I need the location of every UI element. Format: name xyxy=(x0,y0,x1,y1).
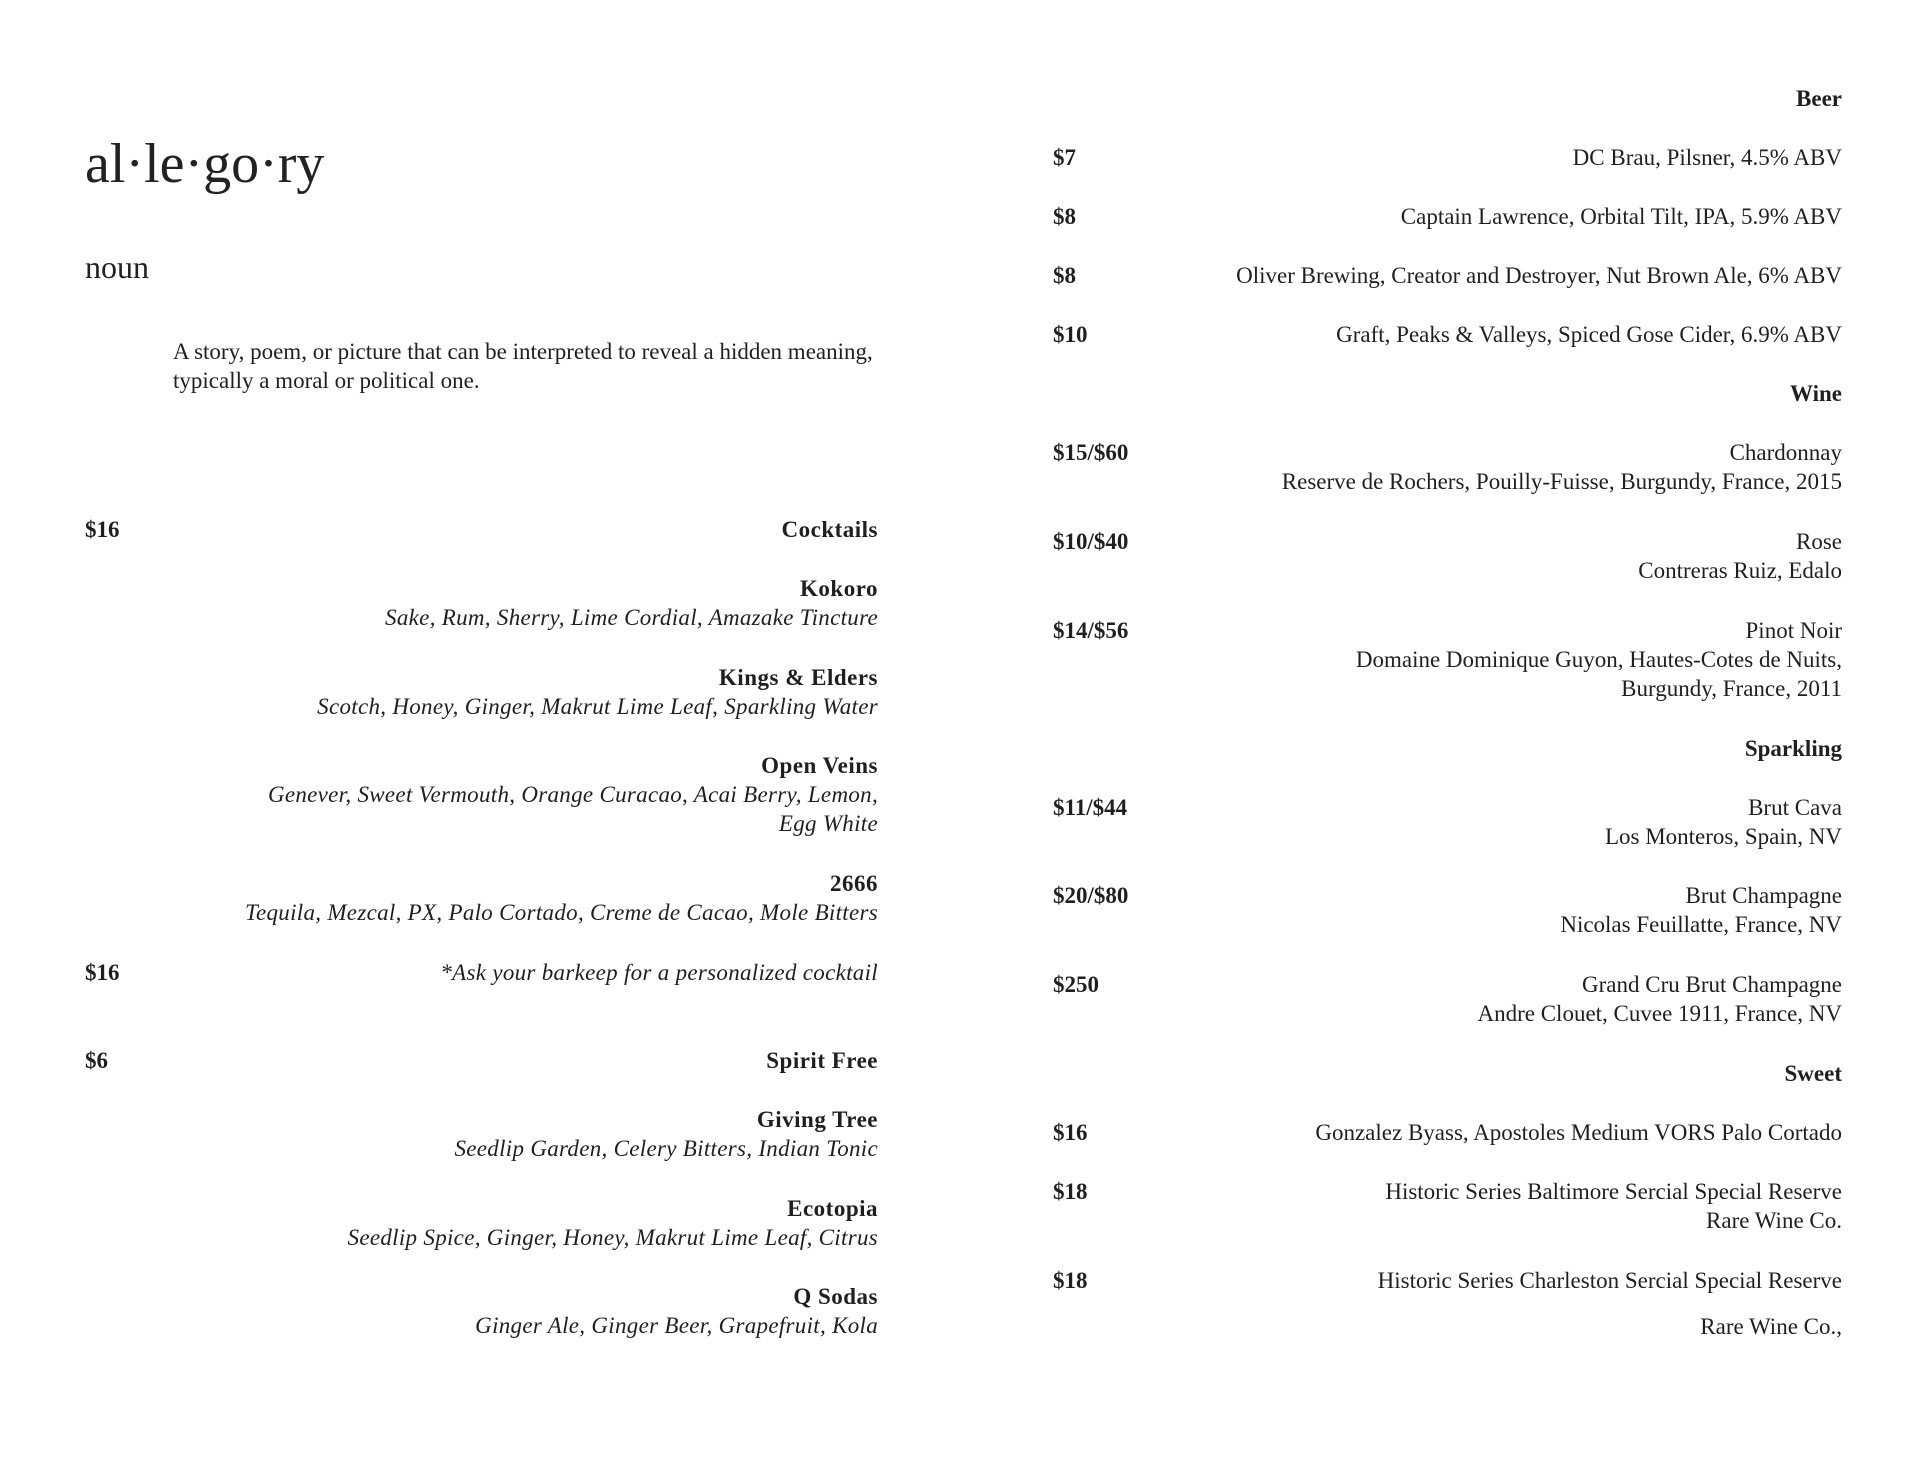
item-name: Rose xyxy=(1796,529,1842,554)
item-name: Gonzalez Byass, Apostoles Medium VORS Palo Cortado xyxy=(1315,1120,1842,1145)
item-price: $18 xyxy=(1053,1179,1088,1204)
item-price: $20/$80 xyxy=(1053,883,1129,908)
item-desc: Ginger Ale, Ginger Beer, Grapefruit, Kola xyxy=(475,1313,878,1338)
item-detail: Los Monteros, Spain, NV xyxy=(1604,824,1842,849)
item-detail: Andre Clouet, Cuvee 1911, France, NV xyxy=(1477,1001,1842,1026)
item-desc: Seedlip Spice, Ginger, Honey, Makrut Lime Leaf, Citrus xyxy=(347,1225,878,1250)
personalized-note: *Ask your barkeep for a personalized cocktail xyxy=(440,960,878,985)
item-detail: Contreras Ruiz, Edalo xyxy=(1638,558,1842,583)
menu-item xyxy=(1150,793,1842,851)
item-name: Q Sodas xyxy=(793,1284,878,1309)
part-of-speech: noun xyxy=(85,249,149,285)
item-name: Open Veins xyxy=(761,753,878,778)
cocktails-heading: Cocktails xyxy=(781,517,878,542)
sweet-heading: Sweet xyxy=(1784,1061,1842,1086)
sparkling-heading: Sparkling xyxy=(1744,736,1842,761)
item-name: Oliver Brewing, Creator and Destroyer, Nut Brown Ale, 6% ABV xyxy=(1236,263,1842,288)
item-name: Kokoro xyxy=(800,576,878,601)
menu-item xyxy=(225,751,878,838)
item-price: $8 xyxy=(1053,204,1076,229)
item-name: Ecotopia xyxy=(787,1196,878,1221)
item-name: Brut Cava xyxy=(1748,795,1842,820)
item-name: Giving Tree xyxy=(756,1107,878,1132)
item-detail: Rare Wine Co. xyxy=(1706,1208,1842,1233)
item-price: $11/$44 xyxy=(1053,795,1128,820)
menu-item xyxy=(200,869,878,927)
menu-item xyxy=(200,1194,878,1252)
item-price: $250 xyxy=(1053,972,1099,997)
item-name: 2666 xyxy=(830,871,878,896)
wine-heading: Wine xyxy=(1790,381,1842,406)
item-desc: Seedlip Garden, Celery Bitters, Indian Tonic xyxy=(454,1136,878,1161)
menu-item xyxy=(1150,527,1842,585)
item-price: $15/$60 xyxy=(1053,440,1129,465)
item-name: Grand Cru Brut Champagne xyxy=(1582,972,1842,997)
menu-item xyxy=(1300,616,1842,703)
item-detail: Domaine Dominique Guyon, Hautes-Cotes de Nuits, Burgundy, France, 2011 xyxy=(1355,647,1842,701)
item-detail: Nicolas Feuillatte, France, NV xyxy=(1560,912,1842,937)
menu-item xyxy=(200,1282,878,1340)
spirit-free-price: $6 xyxy=(85,1048,108,1073)
item-desc: Genever, Sweet Vermouth, Orange Curacao, Acai Berry, Lemon, Egg White xyxy=(267,782,878,836)
item-name: Kings & Elders xyxy=(718,665,878,690)
menu-item xyxy=(200,663,878,721)
item-desc: Sake, Rum, Sherry, Lime Cordial, Amazake Tincture xyxy=(385,605,878,630)
menu-item xyxy=(200,574,878,632)
item-name: DC Brau, Pilsner, 4.5% ABV xyxy=(1572,145,1842,170)
item-name: Historic Series Baltimore Sercial Special Reserve xyxy=(1385,1179,1842,1204)
item-name: Captain Lawrence, Orbital Tilt, IPA, 5.9% ABV xyxy=(1400,204,1842,229)
spirit-free-heading: Spirit Free xyxy=(766,1048,878,1073)
definition-text: A story, poem, or picture that can be interpreted to reveal a hidden meaning, typically a moral or political one. xyxy=(173,339,873,393)
menu-item xyxy=(1150,970,1842,1028)
cocktails-price: $16 xyxy=(85,517,120,542)
item-price: $10/$40 xyxy=(1053,529,1129,554)
menu-item xyxy=(200,1105,878,1163)
menu-item xyxy=(1150,438,1842,496)
item-price: $8 xyxy=(1053,263,1076,288)
item-price: $10 xyxy=(1053,322,1088,347)
item-name: Graft, Peaks & Valleys, Spiced Gose Cider, 6.9% ABV xyxy=(1336,322,1842,347)
item-detail: Rare Wine Co., xyxy=(1700,1314,1842,1339)
item-price: $16 xyxy=(1053,1120,1088,1145)
item-price: $18 xyxy=(1053,1268,1088,1293)
item-detail: Reserve de Rochers, Pouilly-Fuisse, Burgundy, France, 2015 xyxy=(1281,469,1842,494)
item-name: Chardonnay xyxy=(1729,440,1842,465)
menu-item xyxy=(1150,881,1842,939)
item-name: Historic Series Charleston Sercial Special Reserve xyxy=(1377,1268,1842,1293)
item-desc: Tequila, Mezcal, PX, Palo Cortado, Creme de Cacao, Mole Bitters xyxy=(244,900,878,925)
beer-heading: Beer xyxy=(1796,86,1842,111)
item-name: Pinot Noir xyxy=(1745,618,1842,643)
item-price: $14/$56 xyxy=(1053,618,1129,643)
item-desc: Scotch, Honey, Ginger, Makrut Lime Leaf, Sparkling Water xyxy=(317,694,878,719)
menu-item xyxy=(1150,1177,1842,1235)
item-price: $7 xyxy=(1053,145,1076,170)
item-name: Brut Champagne xyxy=(1685,883,1842,908)
personalized-price: $16 xyxy=(85,960,120,985)
page-title: al·le·go·ry xyxy=(85,133,325,195)
